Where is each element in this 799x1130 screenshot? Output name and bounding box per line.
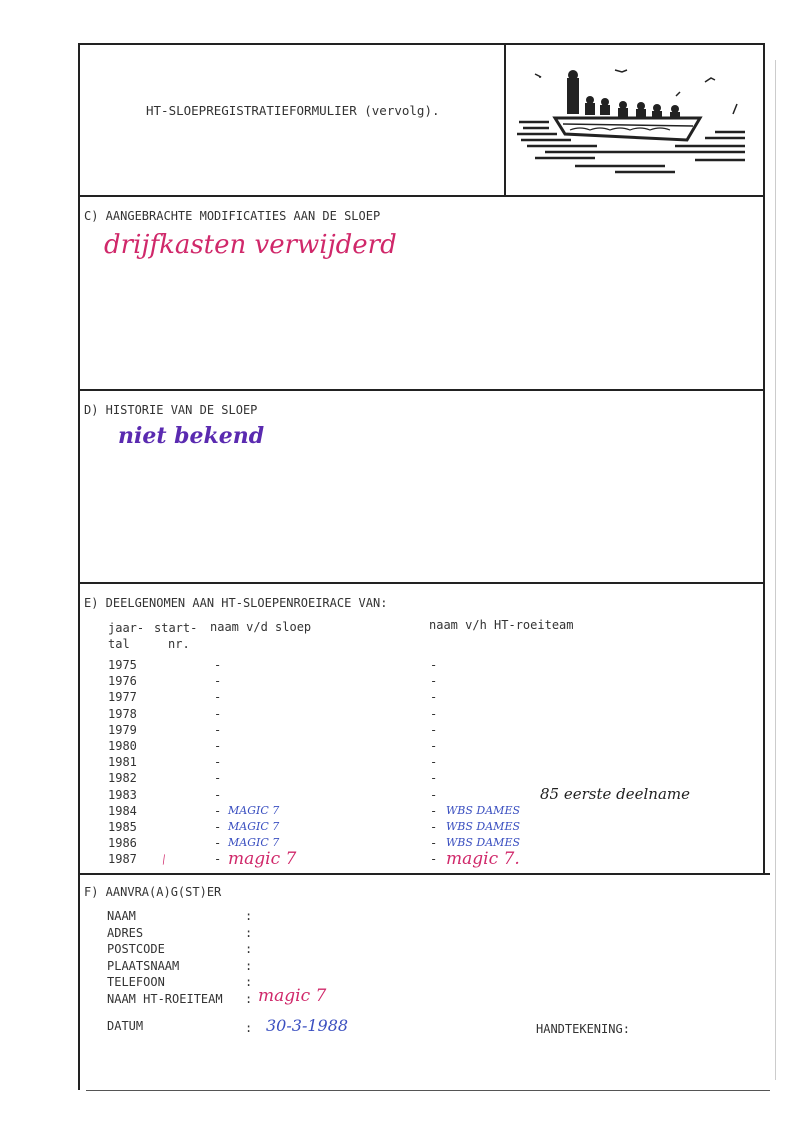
row-boat-dash: -: [214, 771, 222, 786]
row-year: 1977: [108, 690, 137, 705]
lifeboat-rowers-icon: [515, 62, 755, 184]
form-border-bottom: [86, 1090, 770, 1091]
row-boat-dash: -: [214, 690, 222, 705]
row-year: 1980: [108, 739, 137, 753]
row-team-name: WBS DAMES: [446, 820, 521, 833]
right-edge-faint: [775, 60, 776, 1080]
section-c-handwritten: drijfkasten verwijderd: [104, 230, 397, 260]
row-year: 1978: [108, 706, 137, 721]
section-divider-e: [78, 582, 764, 584]
row-year: 1981: [108, 755, 137, 770]
row-boat-dash: -: [214, 836, 222, 851]
colon: :: [245, 909, 253, 923]
form-border-right: [763, 43, 765, 873]
field-telefoon-label: TELEFOON: [107, 975, 165, 989]
field-naam-label: NAAM: [107, 909, 136, 923]
row-boat-dash: -: [214, 674, 222, 689]
row-boat-name: MAGIC 7: [228, 803, 280, 817]
section-divider-d: [78, 389, 764, 391]
row-year: 1986: [108, 836, 137, 851]
row-team-dash: -: [430, 771, 438, 786]
row-team-dash: -: [430, 690, 438, 705]
row-year: 1975: [108, 658, 137, 672]
team-value-handwritten: magic 7: [258, 986, 327, 1006]
section-f-heading: F) AANVRA(A)G(ST)ER: [84, 885, 222, 899]
signature-label: HANDTEKENING:: [536, 1022, 630, 1036]
section-c-heading: C) AANGEBRACHTE MODIFICATIES AAN DE SLOEP: [84, 209, 381, 223]
row-year: 1984: [108, 803, 137, 818]
row-boat-dash: -: [214, 787, 222, 802]
row-team-dash: -: [430, 787, 438, 802]
row-boat-name: MAGIC 7: [228, 836, 280, 850]
datum-colon: :: [245, 1021, 253, 1035]
column-header-year: [108, 620, 144, 652]
field-team-label: NAAM HT-ROEITEAM: [107, 991, 223, 1006]
colon: :: [245, 942, 253, 956]
column-header-year-line2: tal: [108, 637, 130, 651]
row-boat-dash: -: [214, 820, 222, 834]
column-header-start-line1: start-: [154, 621, 198, 635]
row-year: 1987: [108, 852, 137, 867]
form-title: HT-SLOEPREGISTRATIEFORMULIER (vervolg).: [146, 103, 440, 118]
row-team-dash: -: [430, 836, 438, 851]
row-boat-name: MAGIC 7: [228, 820, 280, 833]
row-team-dash: -: [430, 755, 438, 770]
column-header-team: naam v/h HT-roeiteam: [429, 618, 574, 632]
first-participation-note: 85 eerste deelname: [540, 785, 691, 803]
section-e-heading: E) DEELGENOMEN AAN HT-SLOEPENROEIRACE VAN:: [84, 596, 388, 610]
header-divider-vertical: [504, 43, 506, 195]
row-team-name: WBS DAMES: [446, 836, 521, 850]
row-year: 1976: [108, 674, 137, 689]
row-year: 1979: [108, 722, 137, 737]
colon: :: [245, 925, 253, 940]
row-boat-dash: -: [214, 658, 222, 672]
row-year: 1982: [108, 771, 137, 786]
check-mark: ⁄: [157, 851, 171, 869]
column-header-start-line2: nr.: [168, 637, 190, 651]
section-d-heading: D) HISTORIE VAN DE SLOEP: [84, 403, 258, 417]
form-border-top: [78, 43, 764, 45]
colon: :: [245, 958, 253, 973]
column-header-year-line1: jaar-: [108, 621, 145, 635]
row-boat-name: magic 7: [228, 849, 297, 870]
column-header-boat: naam v/d sloep: [210, 620, 312, 634]
row-team-dash: -: [430, 706, 438, 721]
row-team-name: WBS DAMES: [446, 803, 521, 817]
row-team-dash: -: [430, 674, 438, 689]
row-team-dash: -: [430, 852, 438, 867]
row-boat-dash: -: [214, 852, 222, 867]
row-year: 1983: [108, 787, 137, 802]
colon: :: [245, 991, 253, 1006]
field-plaatsnaam-label: PLAATSNAAM: [107, 958, 180, 973]
row-boat-dash: -: [214, 722, 222, 737]
applicant-colons: [245, 908, 252, 1007]
section-divider-c: [78, 195, 764, 197]
form-border-left: [78, 43, 80, 1090]
colon: :: [245, 975, 253, 989]
datum-value-handwritten: 30-3-1988: [266, 1016, 349, 1035]
section-divider-f: [78, 873, 770, 875]
row-boat-dash: -: [214, 803, 222, 818]
row-team-dash: -: [430, 658, 438, 672]
section-d-handwritten: niet bekend: [118, 423, 265, 449]
row-boat-dash: -: [214, 755, 222, 770]
row-year: 1985: [108, 820, 137, 834]
column-header-start: [154, 620, 197, 652]
row-boat-dash: -: [214, 739, 222, 753]
field-postcode-label: POSTCODE: [107, 942, 165, 956]
row-team-dash: -: [430, 739, 438, 753]
row-team-dash: -: [430, 820, 438, 834]
row-team-dash: -: [430, 722, 438, 737]
datum-label: DATUM: [107, 1019, 144, 1033]
row-boat-dash: -: [214, 706, 222, 721]
row-team-dash: -: [430, 803, 438, 818]
field-adres-label: ADRES: [107, 925, 144, 940]
applicant-fields: [107, 908, 223, 1007]
row-team-name: magic 7.: [446, 849, 520, 870]
